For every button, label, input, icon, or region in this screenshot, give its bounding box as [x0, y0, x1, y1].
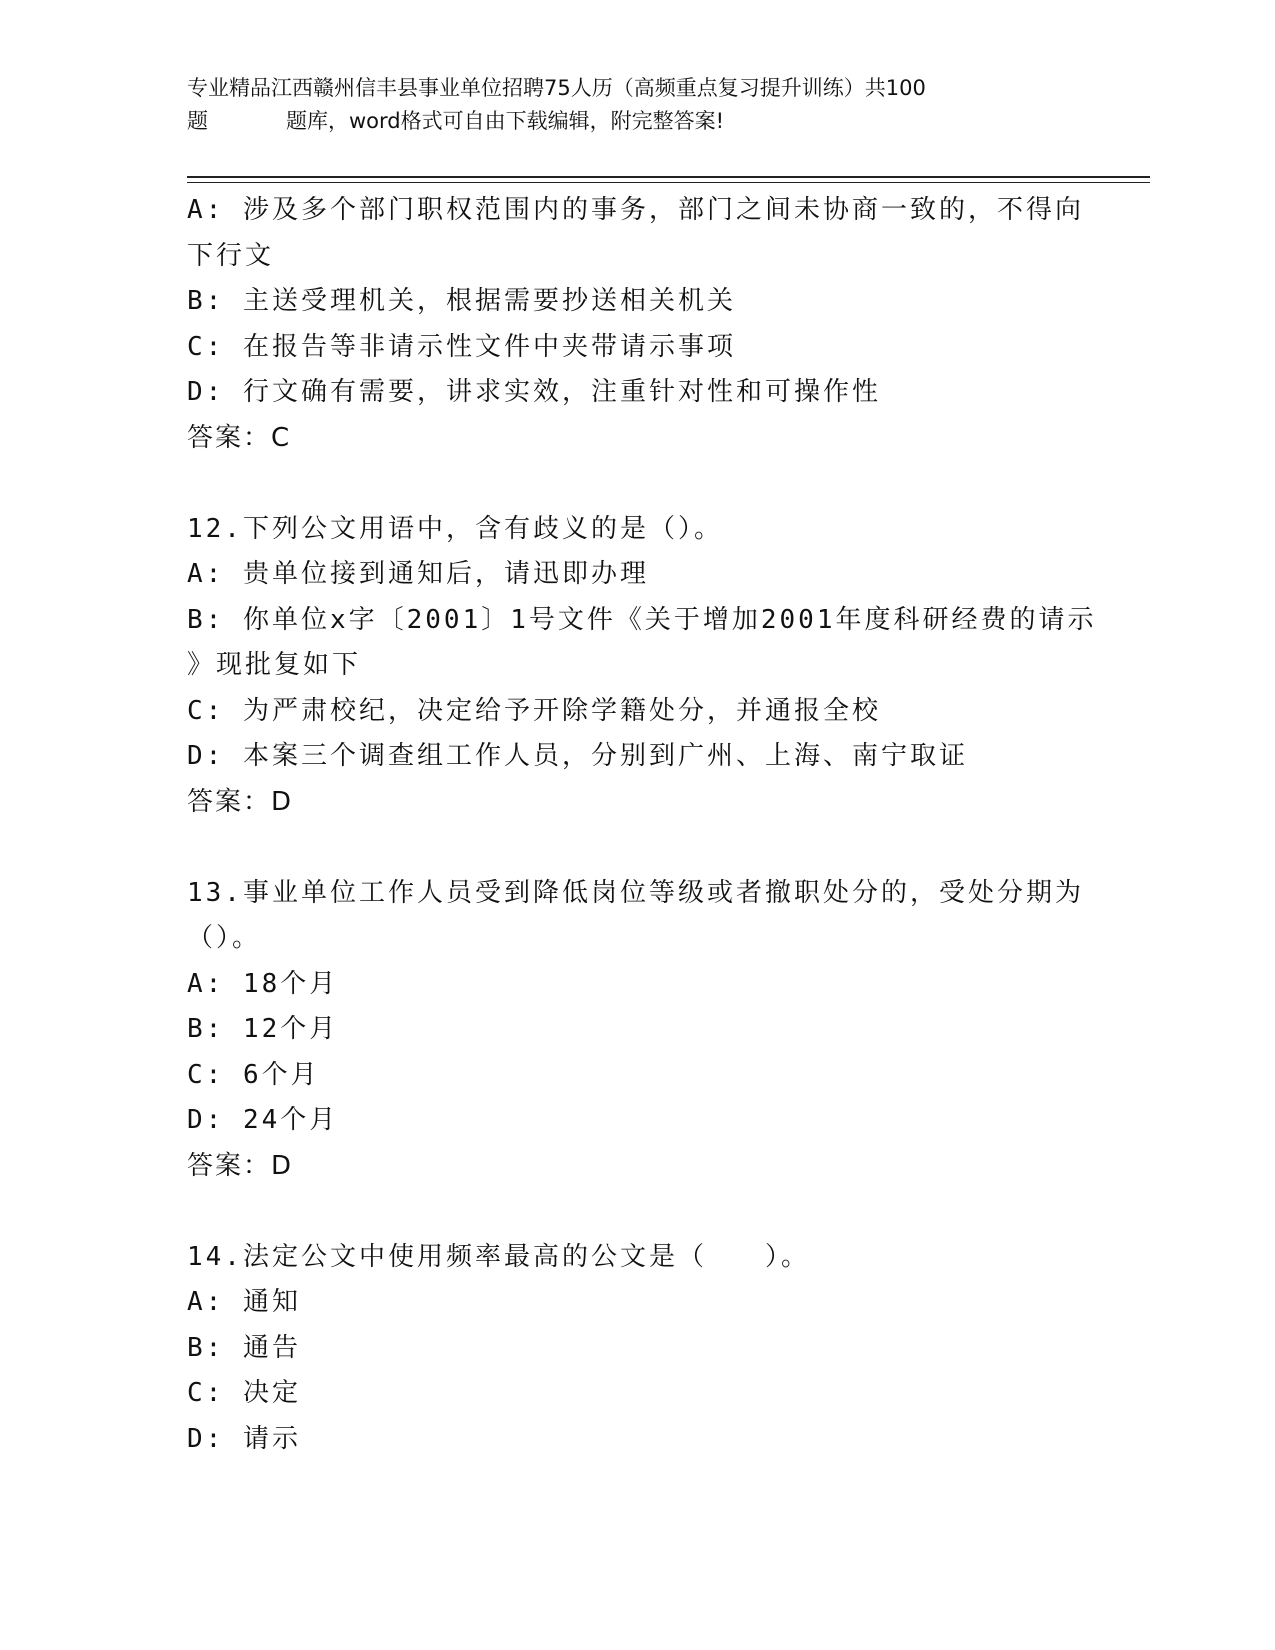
question-stem-line-1: 13.事业单位工作人员受到降低岗位等级或者撤职处分的，受处分期为	[187, 877, 1084, 908]
header-rule-thick	[187, 176, 1150, 178]
question-14	[187, 1235, 1087, 1463]
option-b: B: 主送受理机关，根据需要抄送相关机关	[187, 286, 736, 316]
question-12	[187, 507, 1097, 826]
option-c: C: 决定	[187, 1378, 301, 1408]
answer: 答案：D	[187, 1150, 294, 1181]
question-stem: 14.法定公文中使用频率最高的公文是（ ）。	[187, 1241, 810, 1272]
answer: 答案：D	[187, 786, 294, 817]
option-a: A: 贵单位接到通知后，请迅即办理	[187, 559, 649, 589]
option-c: C: 在报告等非请示性文件中夹带请示事项	[187, 331, 736, 362]
option-c: C: 6个月	[187, 1059, 320, 1090]
header-line-2-left: 题	[187, 109, 208, 133]
header-line-2-right: 题库，word格式可自由下载编辑，附完整答案!	[286, 109, 725, 133]
option-d: D: 24个月	[187, 1105, 339, 1135]
question-stem: 12.下列公文用语中，含有歧义的是（）。	[187, 513, 723, 544]
question-stem-line-2: （）。	[187, 923, 262, 953]
option-b: B: 通告	[187, 1332, 301, 1363]
option-a: A: 18个月	[187, 968, 339, 999]
header-line-2	[187, 105, 1087, 138]
answer: 答案：C	[187, 422, 292, 453]
document-body	[187, 188, 1097, 1462]
option-d: D: 本案三个调查组工作人员，分别到广州、上海、南宁取证	[187, 741, 968, 771]
question-11	[187, 188, 1087, 461]
option-d: D: 行文确有需要，讲求实效，注重针对性和可操作性	[187, 377, 881, 407]
page-header	[187, 72, 1087, 138]
option-d: D: 请示	[187, 1423, 301, 1454]
option-a: A: 通知	[187, 1287, 301, 1317]
option-b: B: 12个月	[187, 1014, 339, 1044]
header-rule-thin	[187, 182, 1150, 183]
option-b-line-1: B: 你单位x字〔2001〕1号文件《关于增加2001年度科研经费的请示	[187, 604, 1097, 635]
question-13	[187, 871, 1087, 1190]
option-a-line-1: A: 涉及多个部门职权范围内的事务，部门之间未协商一致的，不得向	[187, 195, 1084, 225]
option-c: C: 为严肃校纪，决定给予开除学籍处分，并通报全校	[187, 695, 881, 726]
option-b-line-2: 》现批复如下	[187, 650, 362, 680]
header-line-1: 专业精品江西赣州信丰县事业单位招聘75人历（高频重点复习提升训练）共100	[187, 76, 926, 100]
option-a-line-2: 下行文	[187, 240, 275, 271]
